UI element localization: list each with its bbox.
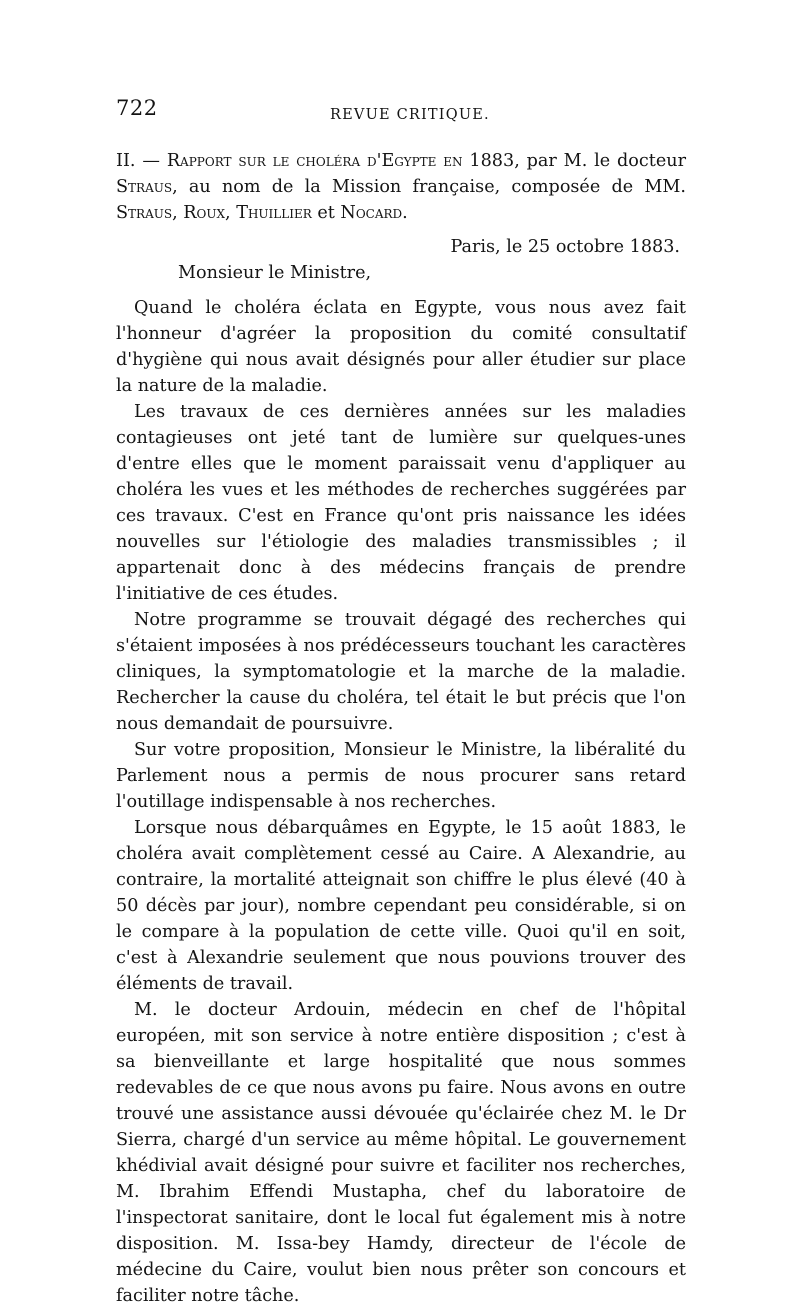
heading-title-rest: 1883, par M. le docteur [462, 151, 686, 171]
letter-date: Paris, le 25 octobre 1883. [450, 237, 680, 257]
heading-separator: et [311, 203, 341, 223]
member-roux: Roux [183, 203, 226, 223]
letter-salutation: Monsieur le Ministre, [178, 263, 372, 283]
heading-mission: , au nom de la Mission française, composée de MM. [172, 177, 686, 197]
heading-title: Rapport sur le choléra d'Egypte en [166, 151, 463, 171]
page-number: 722 [116, 96, 158, 120]
paragraph: Les travaux de ces dernières années sur les maladies contagieuses ont jeté tant de lumière sur quelques-unes d'entre elles que le moment paraissait venu d'appliquer au choléra les vues et les méthodes de recherches suggérées par ces travaux. C'est en France qu'ont pris naissance les idées nouvelles sur l'étiologie des maladies transmissibles ; il appartenait donc à des médecins français de prendre l'initiative de ces études. [116, 402, 686, 604]
author-straus: Straus [116, 177, 173, 197]
paragraph: M. le docteur Ardouin, médecin en chef de l'hôpital européen, mit son service à notre entière disposition ; c'est à sa bienveillante et large hospitalité que nous sommes redevables de ce que nous avons pu faire. Nous avons en outre trouvé une assistance aussi dévouée qu'éclairée chez M. le Dr Sierra, chargé d'un service au même hôpital. Le gouvernement khédivial avait désigné pour suivre et faciliter nos recherches, M. Ibrahim Effendi Mustapha, chef du laboratoire de l'inspectorat sanitaire, dont le local fut également mis à notre disposition. M. Issa-bey Hamdy, directeur de l'école de médecine du Caire, voulut bien nous prêter son concours et faciliter notre tâche. [116, 1000, 686, 1306]
paragraph: Sur votre proposition, Monsieur le Ministre, la libéralité du Parlement nous a permis de nous procurer sans retard l'outillage indispensable à nos recherches. [116, 740, 686, 812]
heading-numeral: II. — [116, 151, 167, 171]
paragraph: Lorsque nous débarquâmes en Egypte, le 15 août 1883, le choléra avait complètement cessé au Caire. A Alexandrie, au contraire, la mortalité atteignait son chiffre le plus élevé (40 à 50 décès par jour), nombre cependant peu considérable, si on le compare à la population de cette ville. Quoi qu'il en soit, c'est à Alexandrie seulement que nous pouvions trouver des éléments de travail. [116, 818, 686, 994]
paragraph: Quand le choléra éclata en Egypte, vous nous avez fait l'honneur d'agréer la proposition du comité consultatif d'hygiène qui nous avait désignés pour aller étudier sur place la nature de la maladie. [116, 298, 686, 396]
article-heading [116, 148, 686, 226]
running-head: REVUE CRITIQUE. [330, 107, 490, 123]
member-nocard: Nocard [340, 203, 403, 223]
member-straus: Straus [116, 203, 173, 223]
heading-separator: , [225, 203, 237, 223]
heading-end: . [402, 203, 408, 223]
paragraph: Notre programme se trouvait dégagé des recherches qui s'étaient imposées à nos prédécesseurs touchant les caractères cliniques, la symptomatologie et la marche de la maladie. Rechercher la cause du choléra, tel était le but précis que l'on nous demandait de poursuivre. [116, 610, 686, 734]
heading-separator: , [172, 203, 184, 223]
article-body [116, 148, 686, 1309]
member-thuillier: Thuillier [236, 203, 312, 223]
